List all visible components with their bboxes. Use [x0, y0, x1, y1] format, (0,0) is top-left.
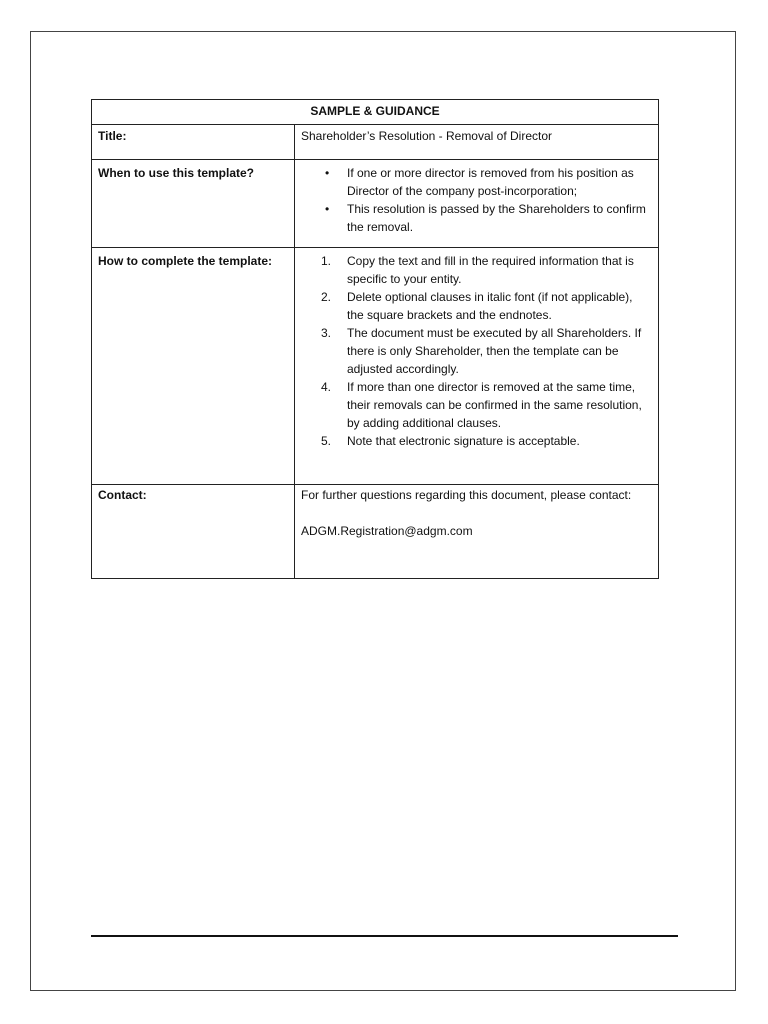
- step-number: 4.: [321, 380, 332, 394]
- step-number: 1.: [321, 254, 332, 268]
- contact-content: [295, 485, 659, 579]
- table-heading: SAMPLE & GUIDANCE: [92, 100, 659, 125]
- step-number: 3.: [321, 326, 332, 340]
- contact-text: For further questions regarding this document, please contact:: [301, 488, 632, 502]
- when-content: [295, 160, 659, 248]
- list-item: [301, 252, 652, 288]
- guidance-table: [91, 99, 659, 579]
- how-list: [301, 252, 652, 450]
- step-number: 2.: [321, 290, 332, 304]
- footer-divider: [91, 935, 678, 937]
- list-item: [301, 432, 652, 450]
- list-item: [301, 288, 652, 324]
- list-item-text: If one or more director is removed from his position as Director of the company post-incorporation;: [347, 166, 634, 198]
- list-item: [301, 378, 652, 432]
- spacer: [301, 504, 652, 522]
- list-item-text: Note that electronic signature is acceptable.: [347, 434, 580, 448]
- list-item-text: This resolution is passed by the Shareholders to confirm the removal.: [347, 202, 646, 234]
- list-item-text: Copy the text and fill in the required information that is specific to your entity.: [347, 254, 634, 286]
- list-item: [301, 200, 652, 236]
- step-number: 5.: [321, 434, 332, 448]
- when-label: When to use this template?: [92, 160, 295, 248]
- title-value: Shareholder’s Resolution - Removal of Director: [295, 125, 659, 160]
- table-row: [92, 248, 659, 485]
- contact-label: Contact:: [92, 485, 295, 579]
- list-item: [301, 324, 652, 378]
- bullet-marker: •: [325, 202, 330, 216]
- title-label: Title:: [92, 125, 295, 160]
- list-item: [301, 164, 652, 200]
- table-row: [92, 125, 659, 160]
- table-header-row: [92, 100, 659, 125]
- list-item-text: If more than one director is removed at the same time, their removals can be confirmed in the same resolution, by adding additional clauses.: [347, 380, 642, 430]
- how-content: [295, 248, 659, 485]
- table-row: [92, 485, 659, 579]
- contact-email: ADGM.Registration@adgm.com: [301, 524, 473, 538]
- when-list: [301, 164, 652, 236]
- list-item-text: Delete optional clauses in italic font (if not applicable), the square brackets and the endnotes.: [347, 290, 633, 322]
- how-label: How to complete the template:: [92, 248, 295, 485]
- bullet-marker: •: [325, 166, 330, 180]
- table-row: [92, 160, 659, 248]
- list-item-text: The document must be executed by all Shareholders. If there is only Shareholder, then the template can be adjusted accordingly.: [347, 326, 642, 376]
